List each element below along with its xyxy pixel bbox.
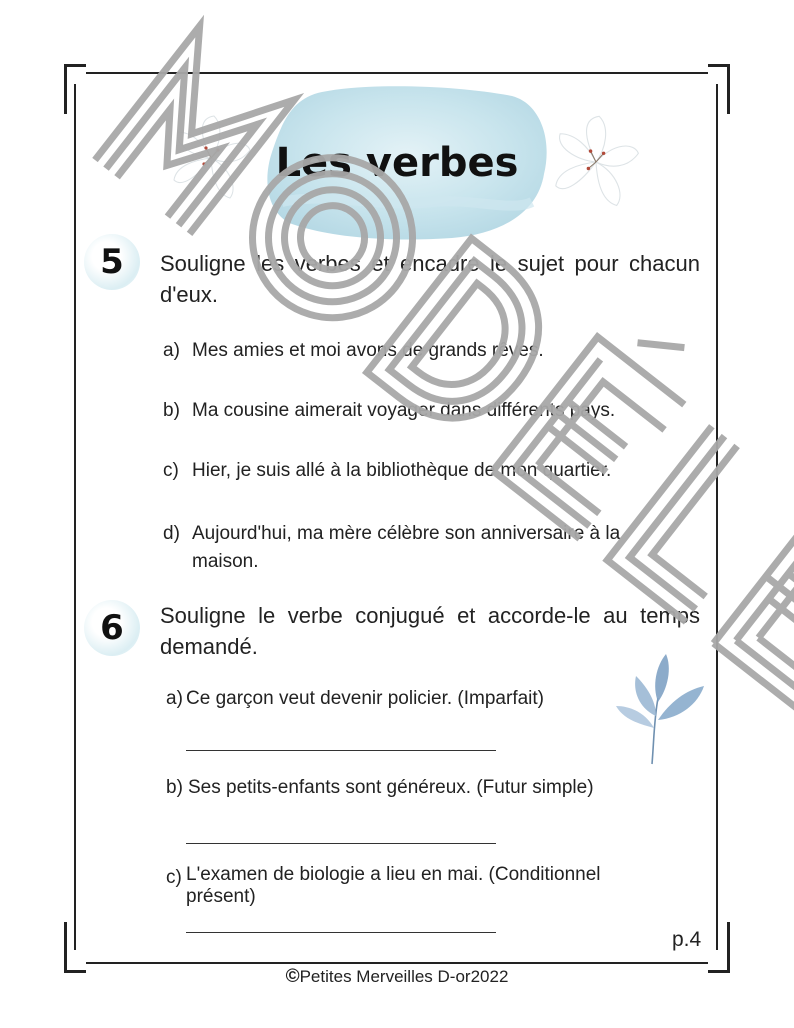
item-label: c): [163, 460, 179, 481]
exercise-5-instruction: Souligne les verbes et encadre le sujet pour chacun d'eux.: [160, 251, 700, 307]
item-label: d): [163, 523, 180, 544]
answer-line[interactable]: [186, 843, 496, 844]
item-text: Ses petits-enfants sont généreux. (Futur simple): [188, 777, 594, 798]
footer: [0, 966, 794, 988]
item-text: Hier, je suis allé à la bibliothèque de mon quartier.: [192, 460, 612, 481]
frame-right-line: [716, 84, 718, 950]
frame-bottom-line: [86, 962, 708, 964]
item-label: c): [166, 867, 182, 888]
item-label: a): [166, 688, 183, 709]
item-text: Ma cousine aimerait voyager dans différents pays.: [192, 400, 616, 421]
answer-line[interactable]: [186, 750, 496, 751]
exercise-6-item: [166, 774, 666, 804]
item-text: Ce garçon veut devenir policier. (Imparfait): [186, 688, 544, 709]
item-label: b): [163, 400, 180, 421]
page-title: Les verbes: [275, 140, 519, 186]
item-text: L'examen de biologie a lieu en mai. (Conditionnel présent): [186, 864, 601, 907]
frame-corner-tl-h: [64, 64, 86, 67]
frame-left-line: [74, 84, 76, 950]
frame-corner-tr-v: [727, 64, 730, 114]
answer-line[interactable]: [186, 932, 496, 933]
exercise-5-item: [163, 397, 703, 427]
frame-corner-tl-v: [64, 64, 67, 114]
item-text: Aujourd'hui, ma mère célèbre son anniversaire à la maison.: [192, 523, 621, 572]
exercise-6-item: [166, 864, 676, 914]
exercise-5-item: [163, 520, 703, 580]
item-label: a): [163, 340, 180, 361]
exercise-5-item: [163, 457, 703, 487]
item-text: Mes amies et moi avons de grands rêves.: [192, 340, 544, 361]
item-label: b): [166, 777, 183, 798]
exercise-6-number: 6: [84, 600, 140, 656]
exercise-6-instruction: Souligne le verbe conjugué et accorde-le au temps demandé.: [160, 603, 700, 659]
copyright-icon: ©: [285, 966, 300, 987]
exercise-5-item: [163, 337, 683, 367]
footer-text: Petites Merveilles D-or2022: [299, 967, 509, 986]
frame-top-line: [86, 72, 708, 74]
exercise-6-item: [166, 685, 646, 715]
exercise-5-number: 5: [84, 234, 140, 290]
page-number: p.4: [672, 928, 702, 951]
leaf-branch-icon: [612, 650, 708, 766]
